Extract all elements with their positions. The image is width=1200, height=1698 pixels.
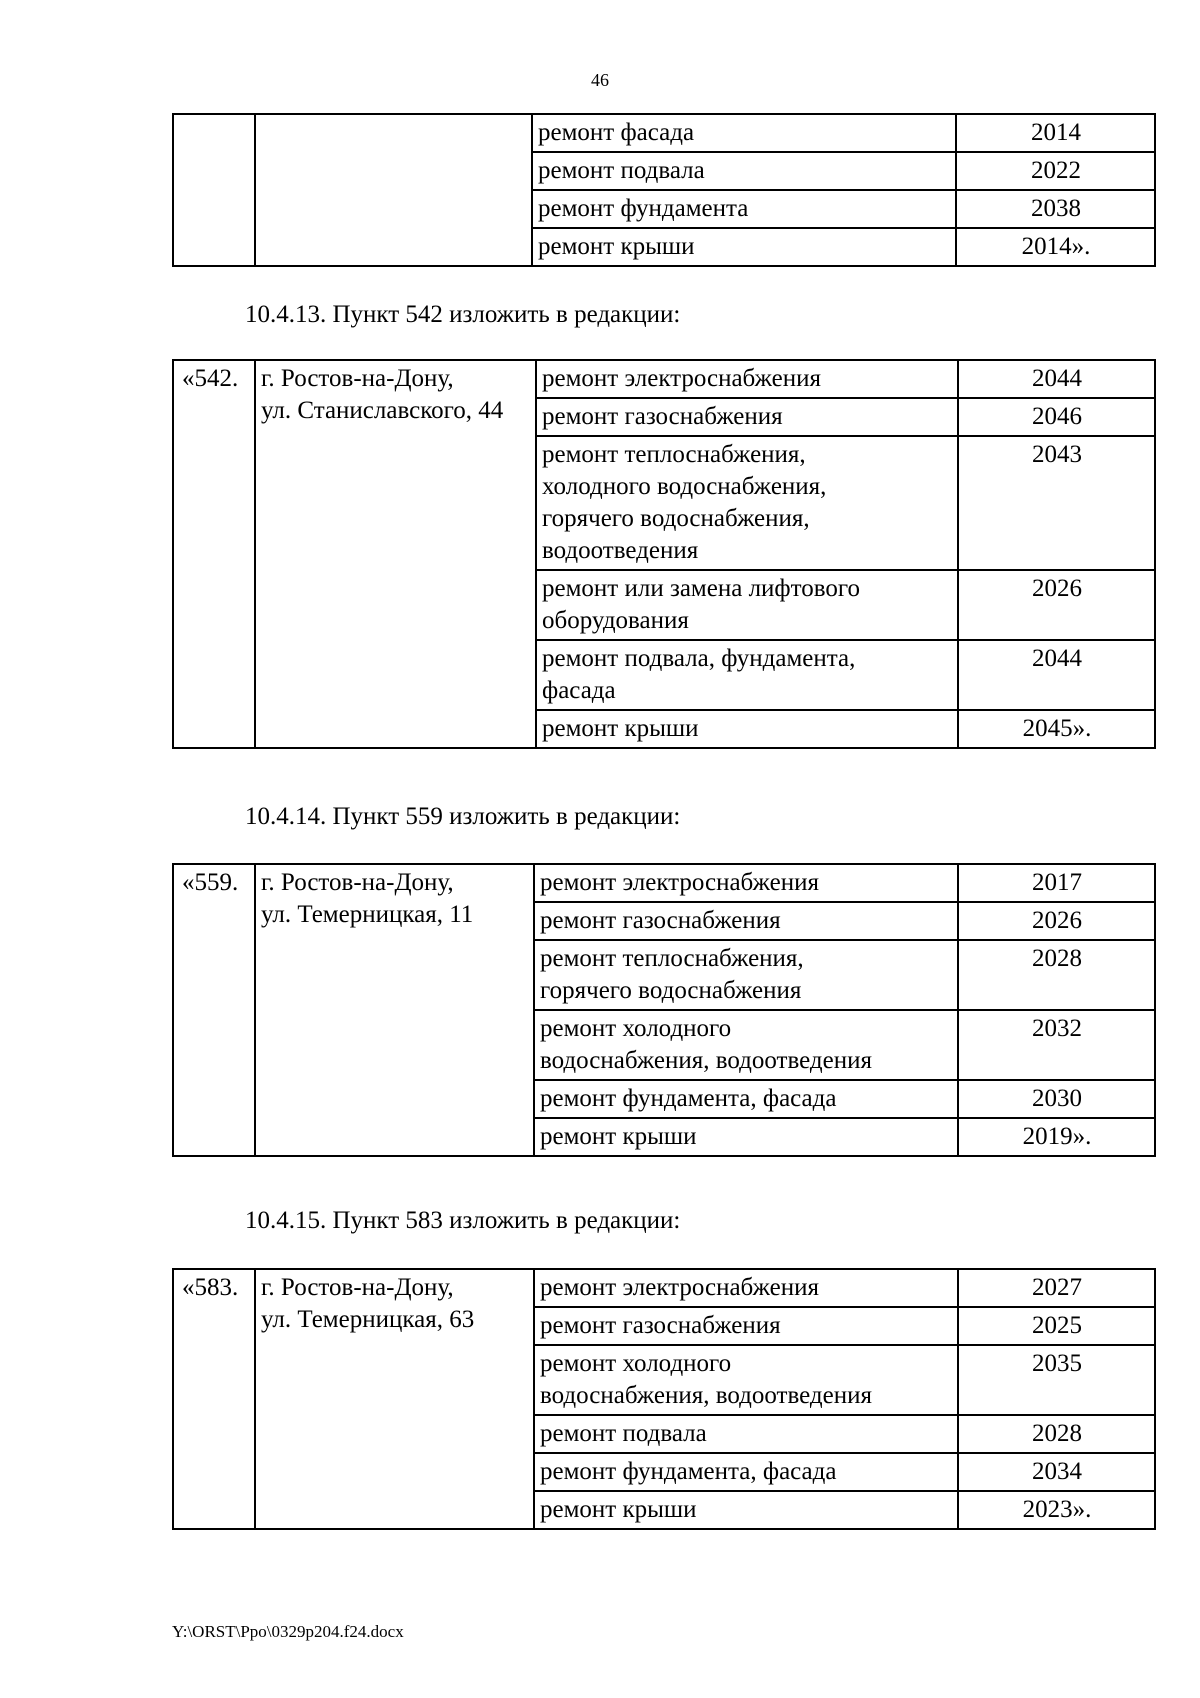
work-type-line: ремонт газоснабжения (540, 907, 781, 934)
work-type-line: ремонт подвала (540, 1420, 707, 1447)
work-type-line: ремонт крыши (542, 715, 699, 742)
work-type-line: ремонт фундамента, фасада (540, 1085, 837, 1112)
year-cell: 2035 (958, 1345, 1155, 1415)
work-type-cell (534, 902, 958, 940)
address-line: ул. Темерницкая, 63 (261, 1306, 475, 1333)
address-cell (255, 360, 536, 748)
work-type-line: ремонт фундамента (538, 195, 749, 222)
item-number-cell: «559. (173, 864, 255, 1156)
repair-schedule-table-559 (172, 863, 1156, 1157)
work-type-cell (532, 152, 956, 190)
repair-schedule-table-583 (172, 1268, 1156, 1530)
work-type-cell (536, 570, 958, 640)
address-line: г. Ростов-на-Дону, (261, 365, 454, 392)
work-type-line: ремонт холодного (540, 1350, 732, 1377)
year-cell: 2026 (958, 570, 1155, 640)
repair-schedule-table-continued (172, 113, 1156, 267)
address-line: ул. Темерницкая, 11 (261, 901, 474, 928)
year-cell: 2027 (958, 1269, 1155, 1307)
year-cell: 2046 (958, 398, 1155, 436)
work-type-line: ремонт газоснабжения (542, 403, 783, 430)
item-number-cell: «542. (173, 360, 255, 748)
table-row (173, 114, 1155, 152)
work-type-cell (534, 1415, 958, 1453)
year-cell: 2023». (958, 1491, 1155, 1529)
work-type-cell (536, 436, 958, 570)
work-type-line: ремонт фундамента, фасада (540, 1458, 837, 1485)
year-cell: 2044 (958, 360, 1155, 398)
work-type-cell (532, 190, 956, 228)
year-cell: 2044 (958, 640, 1155, 710)
work-type-line: ремонт фасада (538, 119, 695, 146)
work-type-cell (534, 1491, 958, 1529)
address-line: г. Ростов-на-Дону, (261, 869, 454, 896)
work-type-line: ремонт теплоснабжения, (542, 441, 806, 468)
year-cell: 2043 (958, 436, 1155, 570)
year-cell: 2019». (958, 1118, 1155, 1156)
year-cell: 2025 (958, 1307, 1155, 1345)
work-type-line: ремонт подвала, фундамента, (542, 645, 856, 672)
year-cell: 2030 (958, 1080, 1155, 1118)
page-number: 46 (591, 70, 609, 90)
work-type-line: водоснабжения, водоотведения (540, 1047, 872, 1074)
address-cell (255, 1269, 534, 1529)
table-row (173, 864, 1155, 902)
work-type-cell (534, 1010, 958, 1080)
work-type-cell (534, 1345, 958, 1415)
work-type-cell (534, 1453, 958, 1491)
address-line: г. Ростов-на-Дону, (261, 1274, 454, 1301)
work-type-line: горячего водоснабжения, (542, 505, 810, 532)
work-type-line: водоснабжения, водоотведения (540, 1382, 872, 1409)
address-line: ул. Станиславского, 44 (261, 397, 504, 424)
work-type-cell (534, 940, 958, 1010)
item-number-cell: «583. (173, 1269, 255, 1529)
work-type-line: ремонт газоснабжения (540, 1312, 781, 1339)
repair-schedule-table-542 (172, 359, 1156, 749)
work-type-cell (534, 1269, 958, 1307)
work-type-line: ремонт крыши (538, 233, 695, 260)
work-type-cell (534, 1118, 958, 1156)
work-type-line: ремонт подвала (538, 157, 705, 184)
work-type-line: фасада (542, 677, 616, 704)
paragraph-item-542: 10.4.13. Пункт 542 изложить в редакции: (245, 301, 681, 328)
table-row (173, 1269, 1155, 1307)
work-type-line: ремонт или замена лифтового (542, 575, 860, 602)
work-type-cell (536, 398, 958, 436)
table-row (173, 360, 1155, 398)
work-type-cell (536, 710, 958, 748)
year-cell: 2014 (956, 114, 1155, 152)
year-cell: 2017 (958, 864, 1155, 902)
year-cell: 2026 (958, 902, 1155, 940)
work-type-cell (532, 228, 956, 266)
year-cell: 2028 (958, 1415, 1155, 1453)
work-type-line: ремонт крыши (540, 1123, 697, 1150)
work-type-line: горячего водоснабжения (540, 977, 802, 1004)
work-type-line: ремонт холодного (540, 1015, 732, 1042)
paragraph-item-559: 10.4.14. Пункт 559 изложить в редакции: (245, 803, 681, 830)
item-number-cell (173, 114, 255, 266)
work-type-cell (534, 864, 958, 902)
work-type-cell (532, 114, 956, 152)
year-cell: 2022 (956, 152, 1155, 190)
work-type-line: водоотведения (542, 537, 699, 564)
work-type-cell (536, 640, 958, 710)
year-cell: 2014». (956, 228, 1155, 266)
year-cell: 2038 (956, 190, 1155, 228)
year-cell: 2034 (958, 1453, 1155, 1491)
year-cell: 2045». (958, 710, 1155, 748)
paragraph-item-583: 10.4.15. Пункт 583 изложить в редакции: (245, 1207, 681, 1234)
work-type-line: оборудования (542, 607, 689, 634)
work-type-cell (534, 1307, 958, 1345)
work-type-cell (536, 360, 958, 398)
work-type-line: ремонт электроснабжения (540, 1274, 819, 1301)
address-cell (255, 864, 534, 1156)
year-cell: 2028 (958, 940, 1155, 1010)
year-cell: 2032 (958, 1010, 1155, 1080)
work-type-line: ремонт электроснабжения (540, 869, 819, 896)
footer-file-path: Y:\ORST\Ppo\0329p204.f24.docx (172, 1622, 404, 1641)
work-type-cell (534, 1080, 958, 1118)
address-cell (255, 114, 532, 266)
work-type-line: ремонт электроснабжения (542, 365, 821, 392)
work-type-line: ремонт крыши (540, 1496, 697, 1523)
work-type-line: ремонт теплоснабжения, (540, 945, 804, 972)
work-type-line: холодного водоснабжения, (542, 473, 827, 500)
